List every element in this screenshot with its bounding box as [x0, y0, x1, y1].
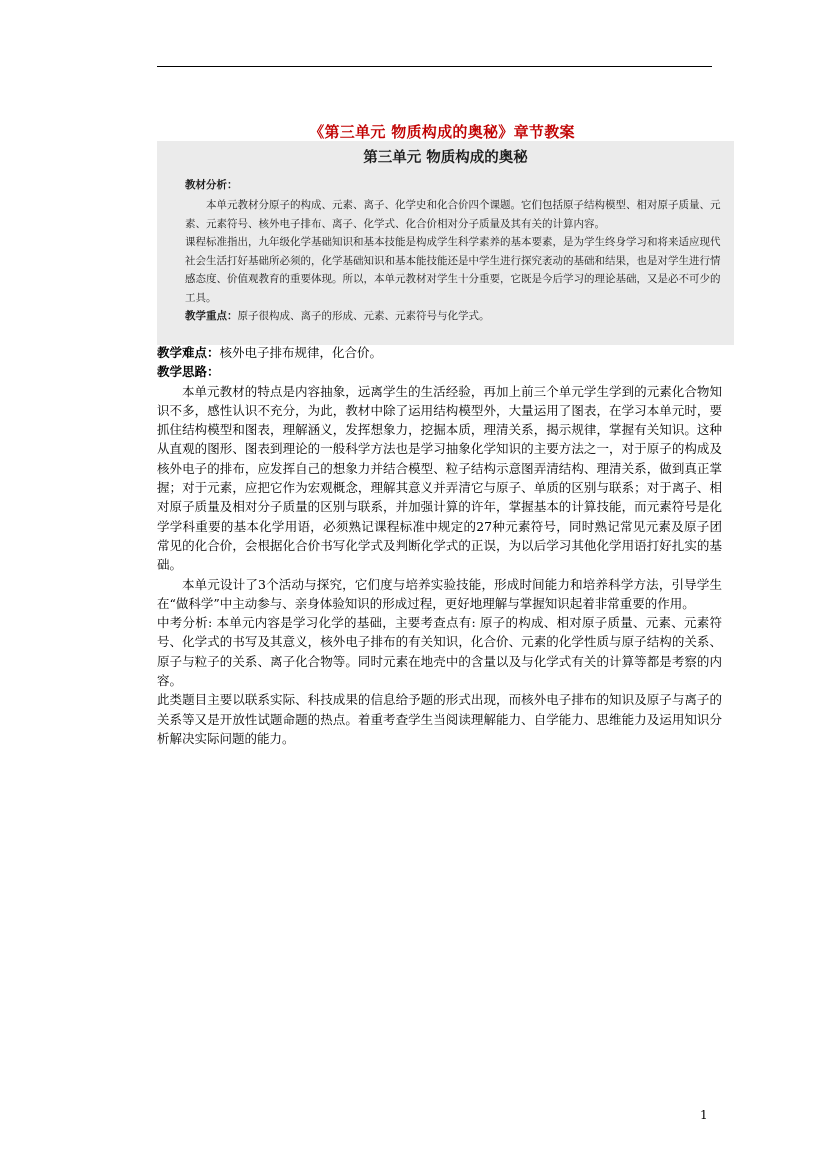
difficulty-label: 教学难点： [157, 345, 220, 360]
paragraph-3: 中考分析: 本单元内容是学习化学的基础，主要考查点有: 原子的构成、相对原子质量、元素、元素符号、化学式的书写及其意义，核外电子排布的有关知识，化合价、元素的化学性质与原子结构的关系、原子与粒子的关系、离子化合物等。同时元素在地壳中的含量以及与化学式有关的计算等都是考察的内容。 [157, 615, 722, 689]
document-body [157, 343, 722, 748]
scanned-image [157, 141, 734, 345]
scan-key-text: 原子很构成、离子的形成、元素、元素符号与化学式。 [237, 310, 490, 322]
page-number: 1 [700, 1108, 708, 1122]
scan-key-points [185, 307, 725, 326]
approach-label: 教学思路： [157, 364, 220, 380]
difficulty-line [157, 343, 722, 362]
scan-key-label: 教学重点： [185, 310, 238, 322]
document-title: 《第三单元 物质构成的奥秘》章节教案 [309, 123, 575, 141]
paragraph-1: 本单元教材的特点是内容抽象，远离学生的生活经验，再加上前三个单元学生学到的元素化合物知识不多，感性认识不充分，为此，教材中除了运用结构模型外，大量运用了图表，在学习本单元时，要抓住结构模型和图表，理解涵义，发挥想象力，挖掘本质，理清关系，揭示规律，掌握有关知识。这种从直观的图形、图表到理论的一般科学方法也是学习抽象化学知识的主要方法之一，对于原子的构成及核外电子的排布，应发挥自己的想象力并结合模型、粒子结构示意图弄清结构、理清关系，做到真正掌握；对于元素，应把它作为宏观概念，理解其意义并弄清它与原子、单质的区别与联系；对于离子、相对原子质量及相对分子质量的区别与联系，并加强计算的许年，掌握基本的计算技能，而元素符号是化学学科重要的基本化学用语，必须熟记课程标准中规定的27种元素符号，同时熟记常见元素及原子团常见的化合价，会根据化合价书写化学式及判断化学式的正误，为以后学习其他化学用语打好扎实的基础。 [157, 383, 722, 573]
scan-paragraph-1: 本单元教材分原子的构成、元素、离子、化学史和化合价四个课题。它们包括原子结构模型、相对原子质量、元素、元素符号、核外电子排布、离子、化学式、化合价相对分子质量及其有关的计算内容。 [185, 199, 721, 230]
scan-body [185, 196, 725, 326]
header-rule [157, 66, 712, 67]
scan-heading: 第三单元 物质构成的奥秘 [363, 149, 528, 166]
paragraph-2: 本单元设计了3个活动与探究，它们度与培养实验技能，形成时间能力和培养科学方法，引导学生在“做科学”中主动参与、亲身体验知识的形成过程，更好地理解与掌握知识起着非常重要的作用。 [157, 576, 722, 611]
scan-paragraph-2: 课程标准指出，九年级化学基础知识和基本技能是构成学生科学素养的基本要素，是为学生终身学习和将来适应现代社会生活打好基础所必须的，化学基础知识和基本能技能还是中学生进行探究袤动的基础和结果，也是对学生进行情感态度、价值观教育的重要体现。所以，本单元教材对学生十分重要，它既是今后学习的理论基础，又是必不可少的工具。 [185, 236, 721, 304]
difficulty-text: 核外电子排布规律，化合价。 [219, 345, 383, 360]
scan-section-label: 教材分析： [185, 179, 238, 191]
paragraph-4: 此类题目主要以联系实际、科技成果的信息给予题的形式出现，而核外电子排布的知识及原子与离子的关系等又是开放性试题命题的热点。着重考查学生当阅读理解能力、自学能力、思维能力及运用知识分析解决实际问题的能力。 [157, 692, 722, 746]
